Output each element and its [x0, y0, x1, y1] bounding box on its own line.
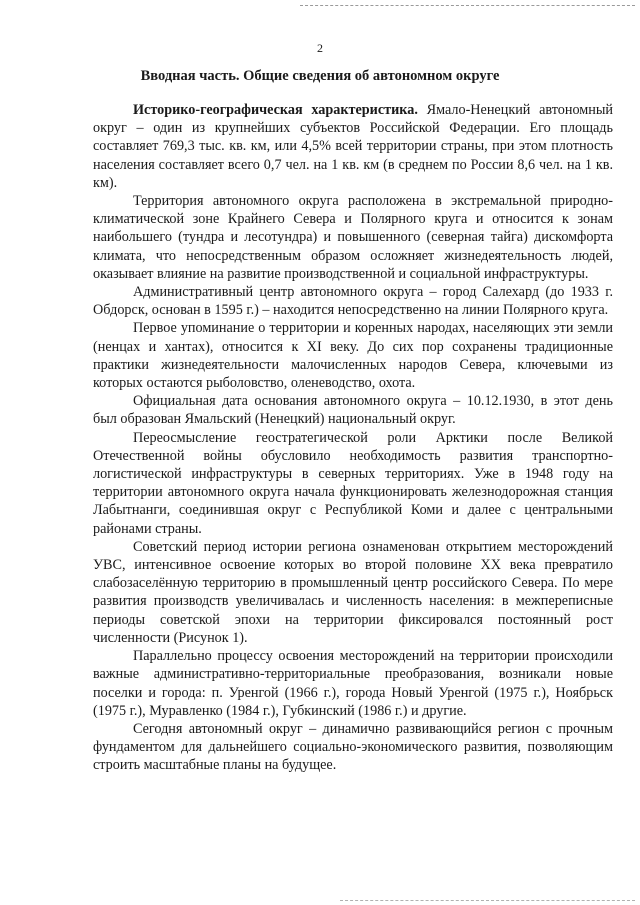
- page-number: 2: [317, 41, 323, 55]
- scan-bottom-edge-line: [340, 900, 635, 901]
- paragraph-soviet-period: Советский период истории региона ознаменован открытием месторождений УВС, интенсивное освоение которых во второй половине XX века превратило слабозаселённую территорию в промышленный центр российского Севера. По мере развития производств увеличивалась и численность населения: в межпереписные периоды советской эпохи на территории фиксировался постоянный рост численности (Рисунок 1).: [93, 538, 613, 646]
- paragraph-administrative-changes: Параллельно процессу освоения месторождений на территории происходили важные административно-территориальные преобразования, возникали новые поселки и города: п. Уренгой (1966 г.), города Новый Уренгой (1975 г.), Ноябрьск (1975 г.), Муравленко (1984 г.), Губкинский (1986 г.) и другие.: [93, 648, 613, 719]
- scan-top-edge-line: [300, 5, 635, 6]
- paragraph-history-geography: [93, 101, 613, 192]
- body-text: [93, 101, 613, 775]
- paragraph-lead: Историко-географическая характеристика.: [133, 102, 418, 118]
- paragraph-indigenous-peoples: Первое упоминание о территории и коренных народах, населяющих эти земли (ненцах и хантах), относится к XI веку. До сих пор сохранены традиционные практики жизнедеятельности малочисленных народов Севера, ключевыми из которых остаются рыболовство, оленеводство, охота.: [93, 320, 613, 392]
- paragraph-administrative-center: Административный центр автономного округа – город Салехард (до 1933 г. Обдорск, основан в 1595 г.) – находится непосредственно на линии Полярного круга.: [93, 284, 613, 319]
- paragraph-text: Ямало-Ненецкий автономный округ – один из крупнейших субъектов Российской Федерации. Его площадь составляет 769,3 тыс. кв. км, или 4,5% всей территории страны, при этом плотность населения составляет всего 0,7 чел. на 1 кв. км (в среднем по России 8,6 чел. на 1 кв. км).: [93, 102, 613, 191]
- paragraph-founding-date: Официальная дата основания автономного округа – 10.12.1930, в этот день был образован Ямальский (Ненецкий) национальный округ.: [93, 393, 613, 428]
- paragraph-climate-zone: Территория автономного округа расположена в экстремальной природно-климатической зоне Крайнего Севера и Полярного круга и относится к зонам наибольшего (тундра и лесотундра) и повышенного (северная тайга) дискомфорта климата, что непосредственным образом осложняет жизнедеятельность людей, оказывает влияние на развитие производственной и социальной инфраструктуры.: [93, 193, 613, 282]
- paragraph-arctic-transport: Переосмысление геостратегической роли Арктики после Великой Отечественной войны обусловило необходимость развития транспортно-логистической инфраструктуры в северных территориях. Уже в 1948 году на территории автономного округа начала функционировать железнодорожная станция Лабытнанги, соединившая округ с Республикой Коми и далее с центральными районами страны.: [93, 429, 613, 537]
- section-heading: Вводная часть. Общие сведения об автономном округе: [140, 68, 500, 84]
- paragraph-today: Сегодня автономный округ – динамично развивающийся регион с прочным фундаментом для дальнейшего социально-экономического развития, позволяющим строить масштабные планы на будущее.: [93, 720, 613, 774]
